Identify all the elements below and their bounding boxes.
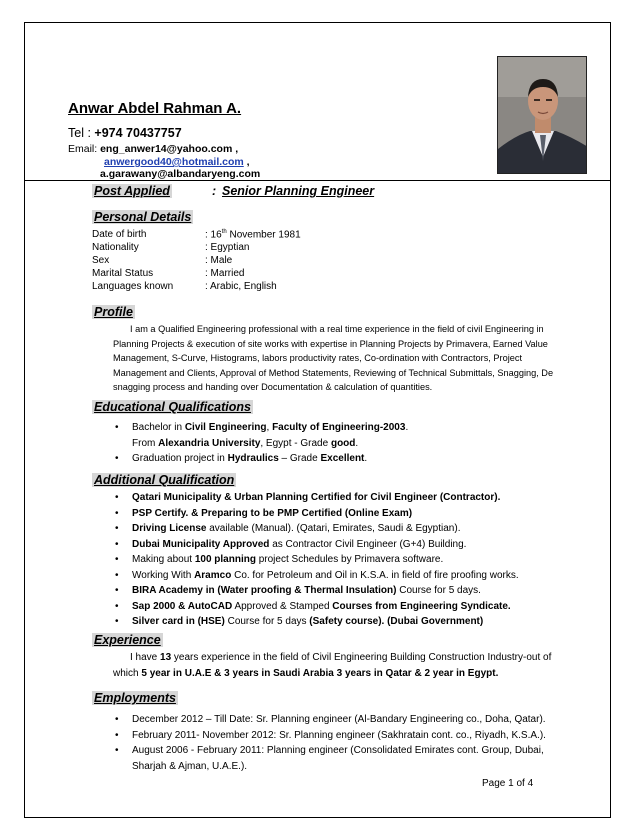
candidate-name: Anwar Abdel Rahman A. bbox=[68, 100, 242, 117]
post-applied-value: Senior Planning Engineer bbox=[222, 184, 375, 198]
pd-label-languages: Languages known bbox=[92, 281, 174, 292]
personal-details-heading: Personal Details bbox=[94, 210, 192, 224]
education-item-graduation: • Graduation project in Hydraulics – Grade Excellent. bbox=[115, 451, 565, 467]
telephone bbox=[68, 126, 182, 140]
email-line-2 bbox=[104, 156, 250, 168]
pd-value-languages: : Arabic, English bbox=[205, 281, 277, 292]
pd-label-dob: Date of birth bbox=[92, 229, 147, 240]
profile-photo bbox=[497, 56, 587, 174]
page-number: Page 1 of 4 bbox=[482, 778, 534, 789]
pd-value-dob: : 16th November 1981 bbox=[205, 229, 301, 241]
add-item-hse: • Silver card in (HSE) Course for 5 days (Safety course). (Dubai Government) bbox=[115, 614, 575, 630]
email-line-1 bbox=[68, 143, 238, 155]
add-item-dubai: • Dubai Municipality Approved as Contractor Civil Engineer (G+4) Building. bbox=[115, 537, 575, 553]
employment-item: • August 2006 - February 2011: Planning engineer (Consolidated Emirates cont. Group, Dubai, Sharjah & Ajman, U.A.E.). bbox=[115, 743, 575, 774]
employments-list bbox=[115, 712, 575, 774]
pd-value-nationality: : Egyptian bbox=[205, 242, 250, 253]
employment-item: • December 2012 – Till Date: Sr. Planning engineer (Al-Bandary Engineering co., Doha, Qatar). bbox=[115, 712, 575, 728]
email-separator: , bbox=[243, 156, 250, 168]
profile-heading: Profile bbox=[94, 305, 133, 319]
email-company: a.garawany@albandaryeng.com bbox=[100, 168, 261, 180]
add-item-planning: • Making about 100 planning project Schedules by Primavera software. bbox=[115, 552, 575, 568]
education-item-bachelor: • Bachelor in Civil Engineering, Faculty of Engineering-2003. From Alexandria University, Egypt - Grade good. bbox=[115, 420, 565, 451]
add-item-aramco: • Working With Aramco Co. for Petroleum and Oil in K.S.A. in field of fire proofing works. bbox=[115, 568, 575, 584]
experience-text: I have 13 years experience in the field of Civil Engineering Building Construction Industry-out of which 5 year in U.A.E & 3 years in Saudi Arabia 3 years in Qatar & 2 year in Egypt. bbox=[113, 652, 552, 679]
add-item-qatari: • Qatari Municipality & Urban Planning Certified for Civil Engineer (Contractor). bbox=[115, 490, 575, 506]
profile-text: I am a Qualified Engineering professional with a real time experience in the field of civil Engineering in Planning Projects & execution of site works with expertise in Planning Projects by Primavera, Earned Value Management, S-Curve, Histograms, labors productivity rates, Co-ordination with Contractors, Project Management and Clients, Approval of Method Statements, Reviewing of Technical Submittals, Snagging, De snagging process and handing over Documentation & calculation of quantities. bbox=[113, 324, 554, 393]
pd-label-marital: Marital Status bbox=[92, 268, 154, 279]
add-item-bira: • BIRA Academy in (Water proofing & Thermal Insulation) Course for 5 days. bbox=[115, 583, 575, 599]
email-hotmail-link[interactable]: anwergood40@hotmail.com bbox=[104, 156, 244, 168]
additional-qualification-heading: Additional Qualification bbox=[94, 473, 235, 487]
pd-value-sex: : Male bbox=[205, 255, 233, 266]
header-divider bbox=[24, 180, 611, 181]
post-applied-label: Post Applied bbox=[94, 184, 170, 198]
email-primary: eng_anwer14@yahoo.com , bbox=[100, 143, 239, 155]
add-item-sap: • Sap 2000 & AutoCAD Approved & Stamped Courses from Engineering Syndicate. bbox=[115, 599, 575, 615]
tel-value: +974 70437757 bbox=[94, 126, 182, 140]
add-item-driving: • Driving License available (Manual). (Qatari, Emirates, Saudi & Egyptian). bbox=[115, 521, 575, 537]
experience-heading: Experience bbox=[94, 633, 161, 647]
email-label: Email: bbox=[68, 143, 101, 155]
add-item-psp: • PSP Certify. & Preparing to be PMP Certified (Online Exam) bbox=[115, 506, 575, 522]
tel-label: Tel : bbox=[68, 126, 95, 140]
employments-heading: Employments bbox=[94, 691, 176, 705]
post-separator: : bbox=[212, 184, 217, 198]
employment-item: • February 2011- November 2012: Sr. Planning engineer (Sakhratain cont. co., Riyadh, K.S.A.). bbox=[115, 728, 575, 744]
additional-list bbox=[115, 490, 575, 630]
pd-label-sex: Sex bbox=[92, 255, 110, 266]
pd-label-nationality: Nationality bbox=[92, 242, 139, 253]
education-list bbox=[115, 420, 565, 467]
pd-value-marital: : Married bbox=[205, 268, 245, 279]
education-heading: Educational Qualifications bbox=[94, 400, 251, 414]
